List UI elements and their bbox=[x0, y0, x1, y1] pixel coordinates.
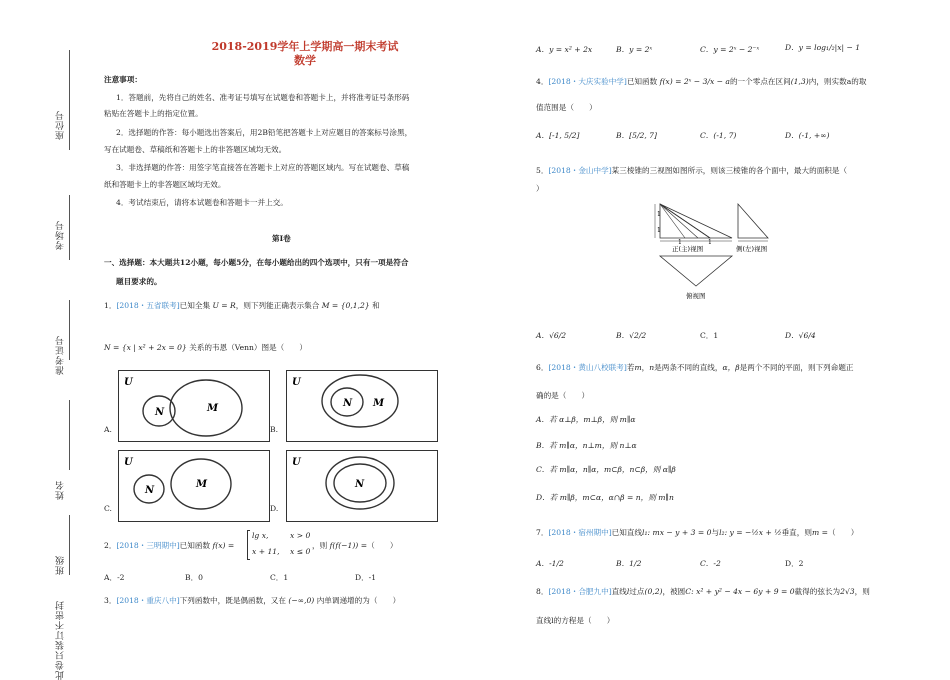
top-view-caption: 俯视图 bbox=[686, 292, 706, 300]
source-tag: [2018・大庆实验中学] bbox=[548, 77, 627, 86]
binding-line bbox=[69, 515, 70, 575]
front-view-caption: 正(主)视图 bbox=[672, 245, 704, 253]
q5-option-d[interactable]: D．√6/4 bbox=[785, 331, 816, 340]
question-6-stem: 6．[2018・黄山八校联考]若m，n是两条不同的直线，α，β是两个不同的平面，则下列命题正 bbox=[536, 363, 854, 372]
venn-diagram-a bbox=[118, 370, 270, 442]
seat-number-label: 座位号 bbox=[56, 110, 66, 140]
option-c[interactable]: C．1 bbox=[270, 573, 289, 582]
venn-diagram-d bbox=[286, 450, 438, 522]
q3-option-c[interactable]: C．y = 2ˣ − 2⁻ˣ bbox=[700, 45, 760, 54]
dim-label: 1 bbox=[678, 239, 682, 246]
q3-option-b[interactable]: B．y = 2ˣ bbox=[616, 45, 653, 54]
q5-option-c[interactable]: C．1 bbox=[700, 331, 719, 340]
option-b[interactable]: B. bbox=[270, 425, 278, 434]
question-5-stem-cont: ） bbox=[536, 184, 544, 193]
question-1-stem: 1．[2018・五省联考]已知全集 U = R，则下列能正确表示集合 M = {0,1,2} 和 bbox=[104, 301, 380, 310]
notice-line: 粘贴在答题卡上的指定位置。 bbox=[104, 109, 203, 118]
notice-line: 1．答题前，先将自己的姓名、准考证号填写在试题卷和答题卡上，并将准考证号条形码 bbox=[116, 93, 410, 102]
option-c[interactable]: C. bbox=[104, 504, 112, 513]
notice-line: 写在试题卷、草稿纸和答题卡上的非答题区域均无效。 bbox=[104, 145, 287, 154]
venn-b-svg bbox=[287, 371, 437, 441]
source-tag: [2018・重庆八中] bbox=[116, 596, 180, 605]
exam-title: 2018-2019学年上学期高一期末考试 bbox=[211, 40, 399, 53]
question-8-stem: 8．[2018・合肥九中]直线l过点(0,2)，被圆C: x² + y² − 4x − 6y + 9 = 0截得的弦长为2√3，则 bbox=[536, 587, 870, 596]
side-view-caption: 侧(左)视图 bbox=[736, 245, 768, 253]
question-3-stem: 3．[2018・重庆八中]下列函数中，既是偶函数，又在 (−∞,0) 内单调递增的为（ ） bbox=[104, 596, 401, 605]
binding-note: 此卷只装订不密封 bbox=[56, 600, 66, 680]
front-view-edge bbox=[660, 204, 698, 238]
source-tag: [2018・合肥九中] bbox=[548, 587, 612, 596]
option-a[interactable]: A. bbox=[104, 425, 112, 434]
q5-option-a[interactable]: A．√6/2 bbox=[536, 331, 567, 340]
piecewise-case-1: lg x, bbox=[252, 531, 269, 540]
option-d[interactable]: D．-1 bbox=[355, 573, 377, 582]
q4-option-c[interactable]: C．(-1, 7) bbox=[700, 131, 737, 140]
binding-line bbox=[69, 50, 70, 150]
front-view-shape bbox=[660, 204, 732, 238]
q3-option-a[interactable]: A．y = x² + 2x bbox=[536, 45, 593, 54]
label-u: U bbox=[124, 457, 133, 468]
binding-line bbox=[69, 400, 70, 470]
label-n: N bbox=[355, 479, 365, 490]
venn-a-svg bbox=[119, 371, 269, 441]
admission-number-label: 准考证号 bbox=[56, 335, 66, 375]
q7-option-a[interactable]: A．-1/2 bbox=[536, 559, 564, 568]
venn-d-svg bbox=[287, 451, 437, 521]
piecewise-case-2: x + 11, bbox=[252, 547, 280, 556]
label-n: N bbox=[155, 407, 165, 418]
binding-line bbox=[69, 195, 70, 260]
class-label: 班级 bbox=[56, 555, 66, 575]
q7-option-d[interactable]: D．2 bbox=[785, 559, 804, 568]
source-tag: [2018・三明期中] bbox=[116, 541, 180, 550]
part-title: 第Ⅰ卷 bbox=[272, 234, 291, 243]
question-5-stem: 5．[2018・金山中学]某三棱锥的三视图如图所示，则该三棱锥的各个面中，最大的面积是（ bbox=[536, 166, 848, 175]
piecewise-cond-2: x ≤ 0 bbox=[290, 547, 311, 556]
venn-c-svg bbox=[119, 451, 269, 521]
three-view-diagram bbox=[650, 198, 775, 304]
piecewise-brace bbox=[247, 530, 250, 560]
label-u: U bbox=[292, 457, 301, 468]
question-4-stem-cont: 值范围是（ ） bbox=[536, 103, 597, 112]
source-tag: [2018・宿州期中] bbox=[548, 528, 612, 537]
notice-line: 3．非选择题的作答：用签字笔直接答在答题卡上对应的答题区域内。写在试题卷、草稿 bbox=[116, 163, 410, 172]
question-6-stem-cont: 确的是（ ） bbox=[536, 391, 590, 400]
q6-option-d[interactable]: D．若 m∥β，m⊂α，α∩β = n，则 m∥n bbox=[536, 493, 674, 502]
source-tag: [2018・五省联考] bbox=[116, 301, 180, 310]
option-d[interactable]: D. bbox=[270, 504, 279, 513]
section-instructions: 题目要求的。 bbox=[116, 277, 162, 286]
option-a[interactable]: A．-2 bbox=[104, 573, 125, 582]
dim-label: 1 bbox=[657, 211, 661, 218]
source-tag: [2018・金山中学] bbox=[548, 166, 612, 175]
set-m-circle bbox=[170, 380, 242, 436]
side-view-shape bbox=[738, 204, 768, 238]
notice-line: 4．考试结束后，请将本试题卷和答题卡一并上交。 bbox=[116, 198, 288, 207]
name-label: 姓名 bbox=[56, 480, 66, 500]
q7-option-b[interactable]: B．1/2 bbox=[616, 559, 642, 568]
q4-option-b[interactable]: B．[5/2, 7] bbox=[616, 131, 657, 140]
front-view-edge bbox=[660, 204, 685, 238]
label-u: U bbox=[292, 377, 301, 388]
q6-option-a[interactable]: A．若 α⊥β，m⊥β，则 m∥α bbox=[536, 415, 636, 424]
q6-option-b[interactable]: B．若 m∥α，n⊥m，则 n⊥α bbox=[536, 441, 637, 450]
set-m-circle bbox=[322, 375, 398, 427]
question-1-stem-cont: N = {x | x² + 2x = 0} 关系的韦恩（Venn）图是（ ） bbox=[104, 343, 308, 352]
venn-diagram-c bbox=[118, 450, 270, 522]
piecewise-cond-1: x > 0 bbox=[290, 531, 311, 540]
question-2-ask: ，则 f(f(−1)) =（ ） bbox=[312, 541, 398, 550]
q4-option-d[interactable]: D．(-1, +∞) bbox=[785, 131, 830, 140]
q3-option-d[interactable]: D．y = log₁/₂|x| − 1 bbox=[785, 43, 861, 52]
exam-subject: 数学 bbox=[294, 54, 316, 67]
notice-heading: 注意事项： bbox=[104, 75, 142, 84]
option-b[interactable]: B．0 bbox=[185, 573, 204, 582]
label-n: N bbox=[145, 485, 155, 496]
venn-diagram-b bbox=[286, 370, 438, 442]
label-m: M bbox=[207, 403, 219, 414]
label-m: M bbox=[196, 479, 208, 490]
dim-label: 1 bbox=[708, 239, 712, 246]
label-u: U bbox=[124, 377, 133, 388]
top-view-shape bbox=[660, 256, 732, 286]
q7-option-c[interactable]: C．-2 bbox=[700, 559, 721, 568]
question-8-stem-cont: 直线l的方程是（ ） bbox=[536, 616, 615, 625]
q6-option-c[interactable]: C．若 m∥α，n∥α，m⊂β，n⊂β，则 α∥β bbox=[536, 465, 676, 474]
dim-label: 1 bbox=[657, 227, 661, 234]
label-m: M bbox=[373, 398, 385, 409]
q4-option-a[interactable]: A．[-1, 5/2] bbox=[536, 131, 580, 140]
exam-room-label: 考场号 bbox=[56, 220, 66, 250]
question-7-stem: 7．[2018・宿州期中]已知直线l₁: mx − y + 3 = 0与l₂: y = −½x + ½垂直，则m =（ ） bbox=[536, 528, 859, 537]
question-2-stem: 2．[2018・三明期中]已知函数 f(x) = bbox=[104, 541, 235, 550]
source-tag: [2018・黄山八校联考] bbox=[548, 363, 627, 372]
notice-line: 2．选择题的作答：每小题选出答案后，用2B铅笔把答题卡上对应题目的答案标号涂黑， bbox=[116, 128, 413, 137]
notice-line: 纸和答题卡上的非答题区域均无效。 bbox=[104, 180, 226, 189]
binding-line bbox=[69, 300, 70, 360]
q5-option-b[interactable]: B．√2/2 bbox=[616, 331, 647, 340]
section-instructions: 一、选择题：本大题共12小题，每小题5分，在每小题给出的四个选项中，只有一项是符合 bbox=[104, 258, 409, 267]
question-4-stem: 4．[2018・大庆实验中学]已知函数 f(x) = 2ˣ − 3/x − a的一个零点在区间(1,3)内，则实数a的取 bbox=[536, 77, 867, 86]
label-n: N bbox=[343, 398, 353, 409]
